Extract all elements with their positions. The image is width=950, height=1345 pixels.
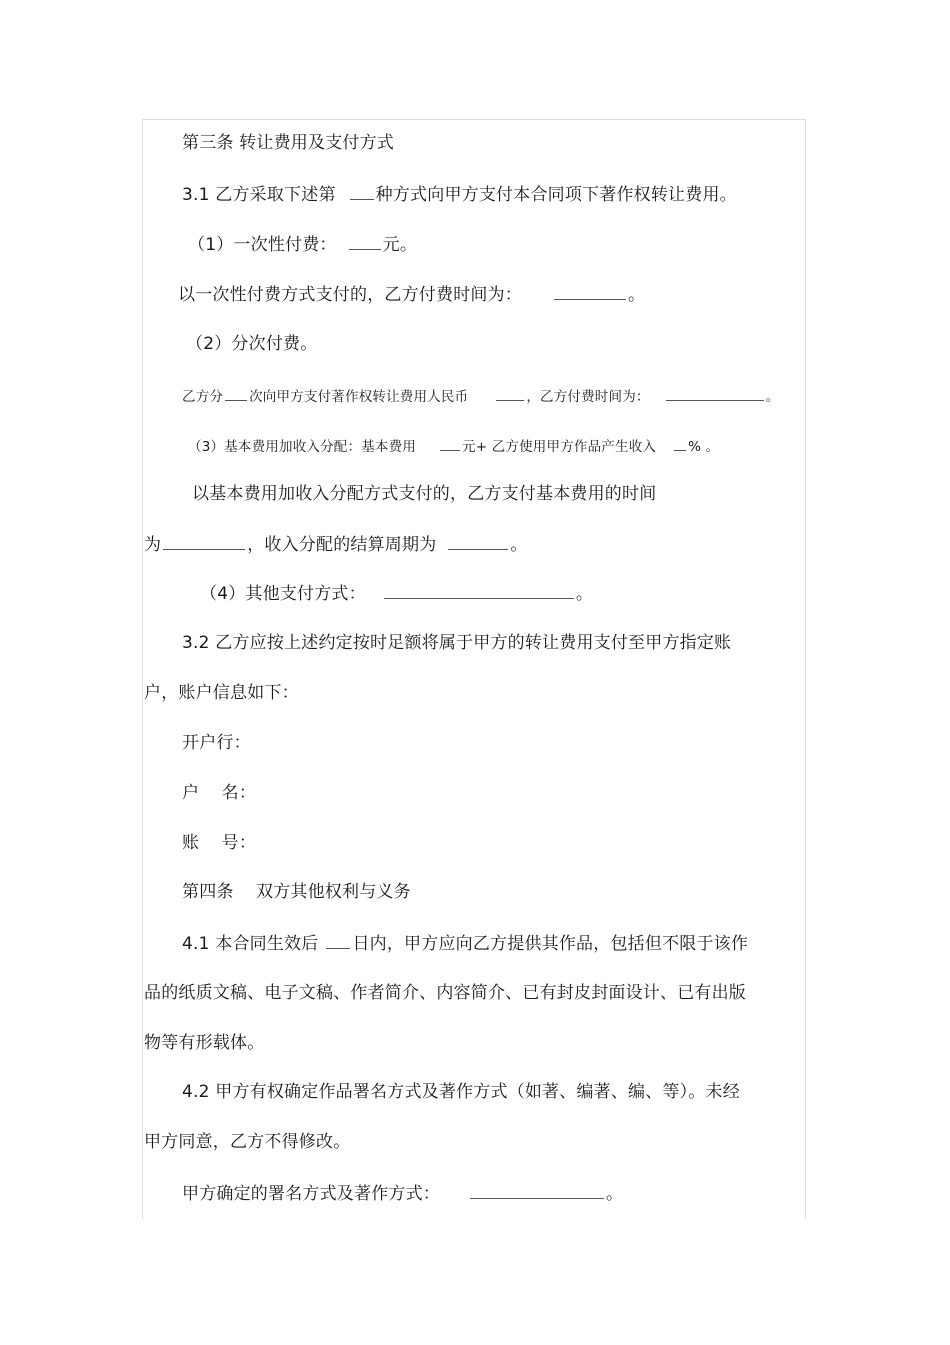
payment-method-blank [350,183,374,200]
article-4-heading: 第四条 双方其他权利与义务 [182,882,411,902]
paragraph-4-2-text-b: 。 [606,1184,624,1204]
paragraph-3-2-line-2: 户，账户信息如下： [144,683,299,703]
option-3-text-b: 元+ 乙方使用甲方作品产生收入 [462,439,657,455]
option-3-text-a: （3）基本费用加收入分配：基本费用 [188,439,416,455]
paragraph-4-2-text-a: 甲方确定的署名方式及著作方式： [182,1184,440,1204]
option-4-text-b: 。 [575,584,594,604]
base-fee-blank [440,434,460,451]
option-1 [188,233,417,256]
account-number-label: 账 号： [182,833,257,853]
paragraph-4-2-line-1: 4.2 甲方有权确定作品署名方式及著作方式（如著、编著、编、等）。未经 [182,1082,740,1102]
paragraph-4-1-text-a: 4.1 本合同生效后 [182,934,319,954]
option-4 [200,582,593,605]
paragraph-3-1-text-b: 种方式向甲方支付本合同项下著作权转让费用。 [375,185,737,205]
base-fee-time-blank [163,533,245,550]
option-1-time-text-b: 。 [628,285,646,305]
revenue-share-blank [674,434,686,451]
other-method-blank [384,582,574,599]
bank-name-label: 开户行： [182,733,251,753]
paragraph-4-2-line-3 [182,1182,623,1205]
option-2-detail-text-d: 。 [765,389,780,405]
option-4-text-a: （4）其他支付方式： [200,584,366,604]
paragraph-3-2-line-1: 3.2 乙方应按上述约定按时足额将属于甲方的转让费用支付至甲方指定账 [182,633,732,653]
option-3-detail-1: 以基本费用加收入分配方式支付的，乙方支付基本费用的时间 [192,484,657,504]
option-1-text-a: （1）一次性付费： [188,235,337,255]
article-3-heading: 第三条 转让费用及支付方式 [182,133,395,153]
paragraph-4-1-line-2: 品的纸质文稿、电子文稿、作者简介、内容简介、已有封皮封面设计、已有出版 [144,983,746,1003]
option-2: （2）分次付费。 [186,334,318,354]
paragraph-3-1 [182,183,737,206]
option-2-detail [182,384,779,408]
paragraph-3-1-text-a: 3.1 乙方采取下述第 [182,185,336,205]
installment-amount-blank [496,384,524,401]
option-3-detail-2-text-b: ，收入分配的结算周期为 [247,535,437,555]
option-2-detail-text-c: ，乙方付费时间为： [526,389,650,405]
account-name-label: 户 名： [182,783,257,803]
paragraph-4-1-line-1 [182,932,748,955]
option-2-detail-text-b: 次向甲方支付著作权转让费用人民币 [249,389,469,405]
paragraph-4-1-line-3: 物等有形载体。 [144,1033,265,1053]
lump-sum-amount-blank [349,233,381,250]
installment-time-blank [666,384,764,401]
option-1-text-b: 元。 [382,235,418,255]
option-3-text-c: % 。 [688,439,720,455]
option-3 [188,434,719,458]
delivery-days-blank [326,932,350,949]
paragraph-4-2-line-2: 甲方同意，乙方不得修改。 [144,1132,351,1152]
option-1-time-text-a: 以一次性付费方式支付的，乙方付费时间为： [178,285,522,305]
option-1-time [178,283,645,306]
option-3-detail-2-text-a: 为 [144,535,162,555]
option-2-detail-text-a: 乙方分 [182,389,224,405]
installments-count-blank [225,384,247,401]
paragraph-4-1-text-b: 日内，甲方应向乙方提供其作品，包括但不限于该作 [352,934,749,954]
settlement-period-blank [448,533,508,550]
option-3-detail-2 [144,533,528,556]
option-3-detail-2-text-c: 。 [510,535,528,555]
lump-sum-time-blank [554,283,626,300]
attribution-method-blank [470,1182,604,1199]
